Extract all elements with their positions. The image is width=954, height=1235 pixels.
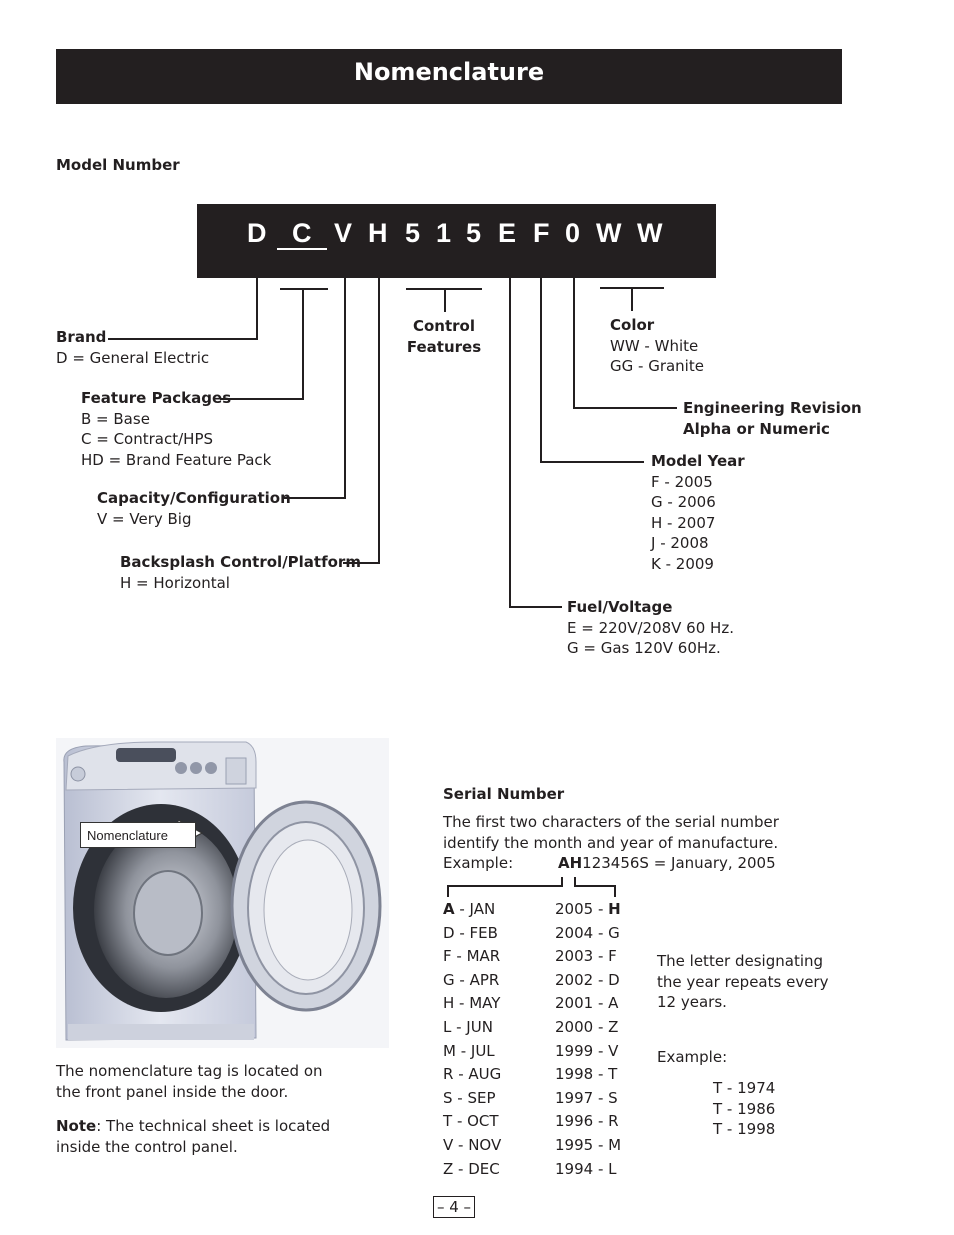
feature-title: Feature Packages: [81, 389, 232, 407]
model-char: E: [498, 218, 517, 248]
leader-line: [631, 287, 633, 311]
feature-value: C = Contract/HPS: [81, 430, 214, 448]
serial-desc-line: identify the month and year of manufacture.: [443, 833, 779, 852]
model-year-title: Model Year: [651, 452, 745, 470]
nomenclature-tag-label: Nomenclature: [80, 822, 196, 848]
bracket-line: [447, 885, 449, 897]
color-value: WW - White: [610, 336, 699, 355]
year-code: F: [608, 947, 617, 966]
year-code: D: [608, 970, 620, 989]
model-char: 5: [466, 218, 482, 248]
engineering-revision-label: [683, 398, 862, 439]
brand-label: [56, 327, 209, 368]
model-year-value: H - 2007: [651, 513, 716, 532]
tag-note-line: the front panel inside the door.: [56, 1082, 289, 1101]
engineering-title-line: Engineering Revision: [683, 399, 862, 417]
repeat-example: T - 1974: [713, 1079, 776, 1097]
year-row: [555, 1087, 621, 1111]
bracket-line: [561, 877, 563, 887]
year-value: 2003 -: [555, 947, 609, 966]
month-codes-list: [443, 898, 501, 1181]
backsplash-value: H = Horizontal: [120, 573, 230, 592]
model-char: D: [247, 218, 267, 248]
month-code: R: [443, 1065, 454, 1084]
year-codes-list: [555, 898, 621, 1181]
month-name: - MAR: [451, 947, 501, 966]
color-value: GG - Granite: [610, 357, 704, 375]
feature-value: HD = Brand Feature Pack: [81, 450, 272, 469]
control-title-line: Features: [406, 337, 482, 356]
model-year-value: F - 2005: [651, 472, 713, 491]
model-year-label: [651, 451, 745, 574]
repeat-example: T - 1986: [713, 1099, 776, 1118]
feature-packages-label: [81, 388, 271, 470]
year-row: [555, 922, 621, 946]
year-code: V: [608, 1041, 619, 1060]
tag-location-note: [56, 1061, 323, 1102]
year-code: M: [608, 1135, 622, 1154]
serial-example: [558, 853, 776, 874]
note-text: : The technical sheet is located: [96, 1117, 331, 1135]
month-row: [443, 1158, 501, 1182]
year-code: S: [608, 1088, 618, 1107]
repeat-note-line: 12 years.: [657, 993, 727, 1011]
backsplash-title: Backsplash Control/Platform: [120, 553, 361, 571]
dryer-photo: [56, 738, 389, 1048]
year-value: 2004 -: [555, 923, 609, 942]
repeat-example-label: Example:: [657, 1048, 728, 1066]
year-value: 2002 -: [555, 970, 609, 989]
model-number-box: [197, 204, 716, 278]
bracket-line: [447, 885, 563, 887]
color-label: [610, 315, 704, 377]
char-underline: [277, 248, 327, 250]
model-char: 5: [405, 218, 421, 248]
capacity-title: Capacity/Configuration: [97, 489, 291, 507]
year-value: 1999 -: [555, 1041, 609, 1060]
year-row: [555, 1016, 621, 1040]
year-row: [555, 969, 621, 993]
leader-line: [256, 278, 258, 340]
leader-line: [509, 278, 511, 608]
model-char: V: [334, 218, 353, 248]
serial-example-text: 123456S = January, 2005: [582, 854, 776, 872]
month-row: [443, 922, 501, 946]
month-name: - APR: [454, 970, 500, 989]
month-code: F: [443, 947, 452, 966]
brand-value: D = General Electric: [56, 348, 210, 367]
month-row: [443, 969, 501, 993]
feature-value: B = Base: [81, 409, 150, 428]
month-row: [443, 1087, 501, 1111]
month-code: L: [443, 1017, 452, 1036]
engineering-title-line: Alpha or Numeric: [683, 419, 830, 438]
month-row: [443, 1016, 501, 1040]
month-name: - DEC: [453, 1159, 500, 1178]
leader-line: [509, 606, 562, 608]
year-value: 1998 -: [555, 1065, 609, 1084]
month-row: [443, 1063, 501, 1087]
capacity-value: V = Very Big: [97, 509, 192, 528]
month-name: - SEP: [452, 1088, 496, 1107]
capacity-label: [97, 488, 291, 529]
leader-line: [282, 497, 346, 499]
backsplash-label: [120, 552, 361, 593]
month-name: - MAY: [454, 994, 501, 1013]
year-code: G: [608, 923, 620, 942]
month-name: - JUN: [451, 1017, 493, 1036]
month-row: [443, 898, 501, 922]
year-code: Z: [608, 1017, 619, 1036]
month-code: Z: [443, 1159, 454, 1178]
model-char: W: [637, 218, 663, 248]
month-code: A: [443, 900, 455, 918]
month-name: - FEB: [454, 923, 498, 942]
tag-note-line: The nomenclature tag is located on: [56, 1062, 323, 1080]
year-code: T: [608, 1065, 618, 1084]
note-text: inside the control panel.: [56, 1137, 238, 1156]
leader-line: [280, 288, 328, 290]
month-row: [443, 1110, 501, 1134]
serial-number-heading: Serial Number: [443, 785, 565, 803]
bracket-line: [614, 885, 616, 897]
month-name: - OCT: [452, 1112, 499, 1131]
repeat-examples: [713, 1078, 775, 1140]
control-title-line: Control: [412, 317, 475, 335]
year-row: [555, 1040, 621, 1064]
month-row: [443, 992, 501, 1016]
serial-desc-line: The first two characters of the serial number: [443, 813, 779, 831]
year-code: R: [608, 1112, 619, 1131]
model-year-value: K - 2009: [651, 554, 714, 573]
brand-title: Brand: [56, 328, 107, 346]
model-year-value: G - 2006: [651, 493, 716, 511]
year-value: 2001 -: [555, 994, 609, 1013]
leader-line: [344, 278, 346, 499]
month-code: H: [443, 994, 455, 1013]
year-row: [555, 898, 621, 922]
month-row: [443, 945, 501, 969]
month-code: T: [443, 1112, 453, 1131]
year-row: [555, 1158, 621, 1182]
model-number-heading: Model Number: [56, 156, 180, 174]
page-number: – 4 –: [433, 1196, 475, 1218]
control-features-label: [404, 316, 484, 357]
leader-line: [540, 461, 644, 463]
leader-line: [444, 288, 446, 312]
model-char: C: [292, 218, 312, 248]
month-code: G: [443, 970, 455, 989]
bracket-line: [574, 877, 576, 887]
repeat-note-line: The letter designating: [657, 952, 824, 970]
technical-sheet-note: [56, 1116, 330, 1157]
month-row: [443, 1040, 501, 1064]
month-name: - NOV: [453, 1135, 502, 1154]
month-code: V: [443, 1135, 454, 1154]
fuel-title: Fuel/Voltage: [567, 598, 673, 616]
fuel-value: E = 220V/208V 60 Hz.: [567, 618, 734, 637]
leader-line: [540, 278, 542, 463]
model-char: 0: [565, 218, 581, 248]
month-name: - JAN: [454, 900, 496, 918]
year-repeat-note: [657, 951, 828, 1013]
year-value: 1996 -: [555, 1112, 609, 1131]
year-row: [555, 945, 621, 969]
year-code: H: [608, 900, 621, 918]
year-row: [555, 1134, 621, 1158]
month-code: M: [443, 1041, 456, 1060]
leader-line: [378, 278, 380, 564]
repeat-example: T - 1998: [713, 1120, 776, 1138]
year-value: 2005 -: [555, 900, 609, 918]
bracket-line: [574, 885, 616, 887]
month-code: S: [443, 1088, 453, 1107]
fuel-value: G = Gas 120V 60Hz.: [567, 639, 721, 657]
serial-description: [443, 812, 779, 853]
model-char: F: [533, 218, 550, 248]
serial-example-label: Example:: [443, 854, 514, 872]
year-value: 1997 -: [555, 1088, 609, 1107]
year-value: 1994 -: [555, 1159, 609, 1178]
year-value: 1995 -: [555, 1135, 609, 1154]
year-value: 2000 -: [555, 1017, 609, 1036]
leader-line: [302, 288, 304, 400]
year-code: L: [608, 1159, 617, 1178]
month-name: - JUL: [455, 1041, 495, 1060]
repeat-note-line: the year repeats every: [657, 972, 829, 991]
model-char: H: [368, 218, 388, 248]
serial-example-code: AH: [558, 854, 583, 872]
model-char: 1: [436, 218, 452, 248]
year-row: [555, 992, 621, 1016]
color-title: Color: [610, 316, 655, 334]
year-row: [555, 1110, 621, 1134]
leader-line: [573, 278, 575, 409]
dryer-illustration: [56, 738, 389, 1048]
model-char: W: [596, 218, 622, 248]
month-name: - AUG: [453, 1065, 502, 1084]
month-row: [443, 1134, 501, 1158]
model-year-value: J - 2008: [651, 534, 709, 552]
year-code: A: [608, 994, 619, 1013]
page-title: Nomenclature: [353, 58, 545, 86]
note-label: Note: [56, 1117, 97, 1135]
fuel-voltage-label: [567, 597, 734, 659]
leader-line: [573, 407, 677, 409]
month-code: D: [443, 923, 455, 942]
title-bar: [56, 49, 842, 104]
year-row: [555, 1063, 621, 1087]
